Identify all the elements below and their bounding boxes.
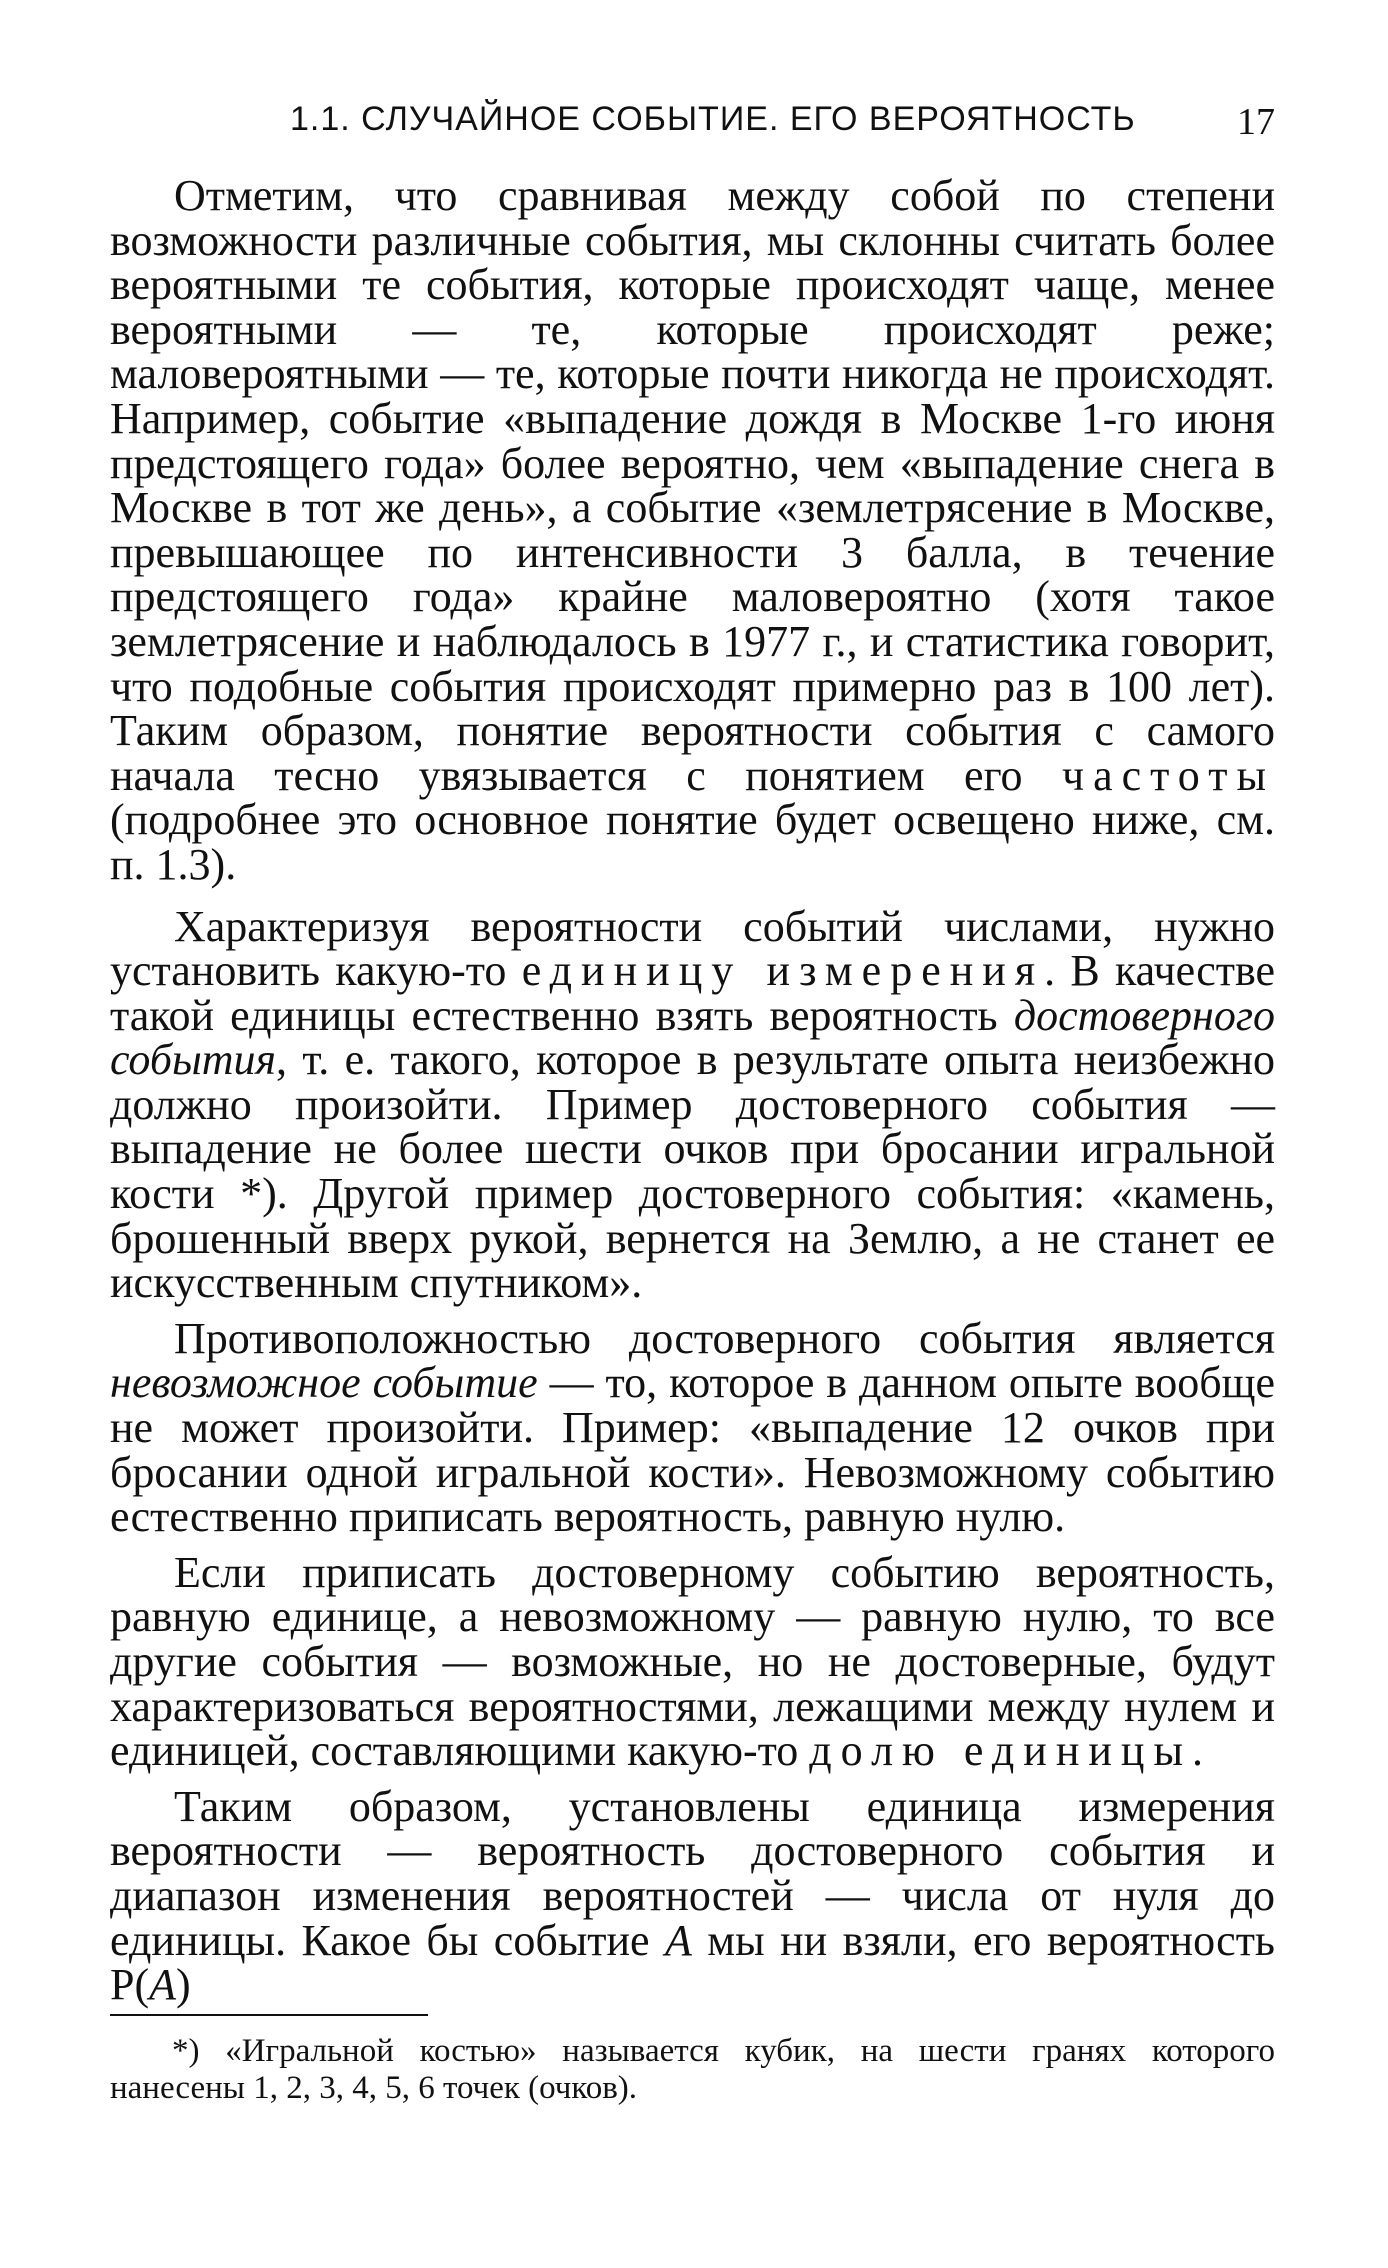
term-certain-event: достоверного события: [110, 990, 1275, 1085]
paragraph-3-text: Противоположностью достоверного события является: [174, 1313, 1275, 1363]
page-number: 17: [1237, 101, 1275, 143]
body-text: [110, 171, 1276, 2019]
emphasis-frequency: частоты: [1061, 750, 1275, 800]
math-probability-open: P(: [110, 1960, 150, 2010]
paragraph-4: [110, 1547, 1275, 1776]
paragraph-4-end: .: [1192, 1726, 1204, 1776]
paragraph-1-end: (подробнее это основное понятие будет освещено ниже, см. п. 1.3).: [110, 795, 1275, 889]
paragraph-4-text: Если приписать достоверному событию вероятность, равную единице, а невозможному — равную нулю, то все другие события — возможные, но не достоверные, будут характеризоваться вероятностями, лежащими между нулем и единицей, составляющими какую-то: [110, 1547, 1275, 1776]
paragraph-5-mid: мы ни взяли, его вероятность: [691, 1915, 1275, 1965]
running-head: 1.1. СЛУЧАЙНОЕ СОБЫТИЕ. ЕГО ВЕРОЯТНОСТЬ: [290, 100, 1136, 138]
emphasis-unit-of-measure: единицу измерения: [521, 946, 1045, 996]
paragraph-5-text: Таким образом, установлены единица измерения вероятности — вероятность достоверного события и диапазон изменения вероятностей — числа от нуля до единицы. Какое бы событие: [110, 1781, 1275, 1965]
math-event-a: A: [665, 1915, 692, 1965]
paragraph-3: [110, 1313, 1275, 1542]
paragraph-2-end: , т. е. такого, которое в результате опыта неизбежно должно произойти. Пример достоверного события — выпадение не более шести очков при бросании игральной кости *). Другой пример достоверного события: «камень, брошенный вверх рукой, вернется на Землю, а не станет ее искусственным спутником».: [110, 1035, 1275, 1308]
page-header: [110, 100, 1275, 148]
term-impossible-event: невозможное событие: [110, 1358, 538, 1408]
paragraph-5: [110, 1781, 1275, 2010]
footnote-divider: [110, 2014, 428, 2016]
paragraph-2-mid: . В качестве такой единицы естественно взять вероятность: [110, 946, 1276, 1040]
paragraph-3-end: — то, которое в данном опыте вообще не может произойти. Пример: «выпадение 12 очков при бросании одной игральной кости». Невозможному событию естественно приписать вероятность, равную нулю.: [110, 1358, 1275, 1542]
paragraph-2-text: Характеризуя вероятности событий числами, нужно установить какую-то: [110, 901, 1275, 996]
math-probability-close: ): [176, 1960, 191, 2010]
footnote: *) «Игральной костью» называется кубик, на шести гранях которого нанесены 1, 2, 3, 4, 5, 6 точек (очков).: [110, 2033, 1275, 2106]
math-event-a-arg: A: [149, 1960, 177, 2010]
emphasis-fraction-of-unit: долю единицы: [809, 1726, 1193, 1776]
paragraph-1-text: Отметим, что сравнивая между собой по степени возможности различные события, мы склонны считать более вероятными те события, которые происходят чаще, менее вероятными — те, которые происходят реже; маловероятными — те, которые почти никогда не происходят. Например, событие «выпадение дождя в Москве 1-го июня предстоящего года» более вероятно, чем «выпадение снега в Москве в тот же день», а событие «землетрясение в Москве, превышающее по интенсивности 3 балла, в течение предстоящего года» крайне маловероятно (хотя такое землетрясение и наблюдалось в 1977 г., и статистика говорит, что подобные события происходят примерно раз в 100 лет). Таким образом, понятие вероятности события с самого начала тесно увязывается с понятием его: [110, 171, 1275, 800]
paragraph-2: [110, 901, 1276, 1308]
paragraph-1: [110, 171, 1275, 889]
